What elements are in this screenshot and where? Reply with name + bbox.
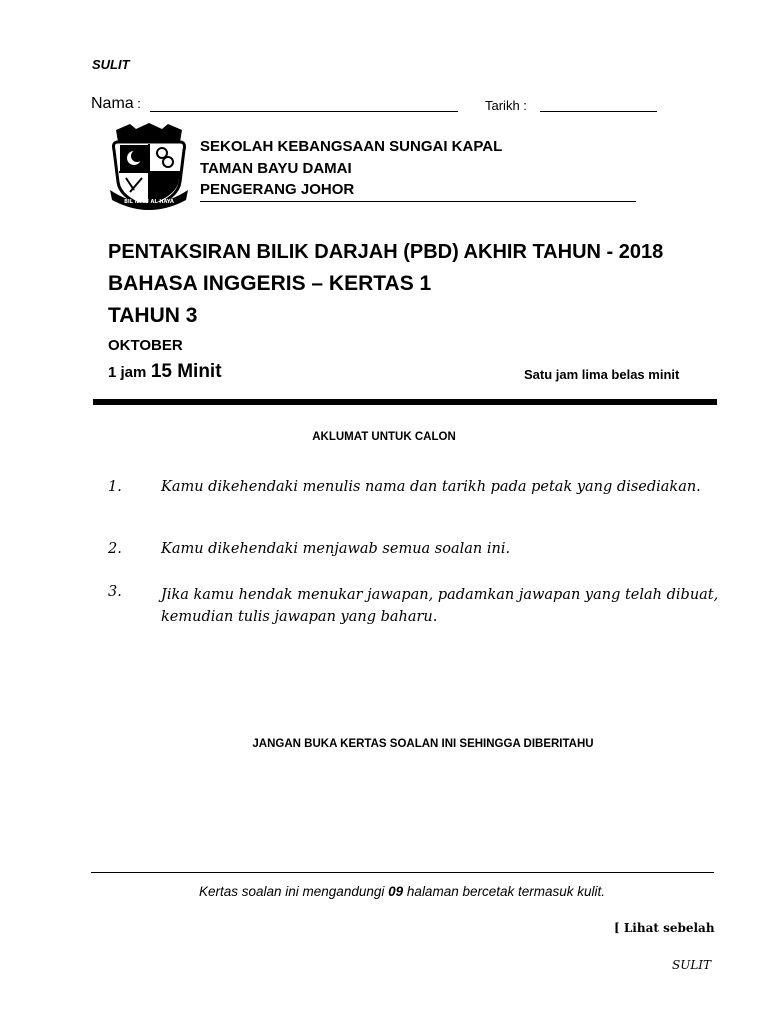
date-blank-line [540,111,657,112]
instruction-number: 1. [108,479,122,495]
name-label-colon: : [133,96,141,111]
school-crest [108,120,190,212]
instruction-number: 3. [108,584,122,600]
duration-in-words: Satu jam lima belas minit [524,367,680,382]
page-note-prefix: Kertas soalan ini mengandungi [198,884,385,899]
page-count: 09 [388,884,404,899]
instruction-text: Kamu dikehendaki menulis nama dan tarikh pada petak yang disediakan. [161,479,701,495]
instruction-number: 2. [108,541,122,557]
school-area: TAMAN BAYU DAMAI [200,160,352,177]
exam-duration [108,361,222,383]
page-note-suffix: halaman bercetak termasuk kulit. [406,884,606,899]
instruction-text: Kamu dikehendaki menjawab semua soalan ini. [161,541,511,557]
date-label: Tarikh : [485,98,527,113]
confidential-mark-top: SULIT [92,57,130,72]
exam-subject: BAHASA INGGERIS – KERTAS 1 [108,272,432,295]
crest-motto: BIL ILMU AL HAYA [124,199,174,205]
exam-month: OKTOBER [108,337,183,354]
school-district: PENGERANG JOHOR [200,181,355,198]
instruction-text: Jika kamu hendak menukar jawapan, padamkan jawapan yang telah dibuat, kemudian tulis jawapan yang baharu. [161,587,719,625]
section-divider [93,399,717,405]
turn-over-note: [ Lihat sebelah [614,921,715,935]
name-blank-line [150,111,458,112]
footer-divider [91,872,714,873]
page-count-note [0,884,768,899]
name-label-text: Nama [91,95,134,112]
exam-year-level: TAHUN 3 [108,304,198,327]
duration-hours: 1 jam [108,364,147,381]
school-name: SEKOLAH KEBANGSAAN SUNGAI KAPAL [200,138,503,155]
confidential-mark-bottom: SULIT [672,958,712,972]
name-label [91,95,141,113]
duration-minutes: 15 Minit [150,361,222,382]
do-not-open-warning: JANGAN BUKA KERTAS SOALAN INI SEHINGGA DIBERITAHU [252,738,594,750]
school-underline [200,201,636,202]
instructions-heading: AKLUMAT UNTUK CALON [312,431,456,443]
exam-title: PENTAKSIRAN BILIK DARJAH (PBD) AKHIR TAHUN - 2018 [108,241,664,263]
